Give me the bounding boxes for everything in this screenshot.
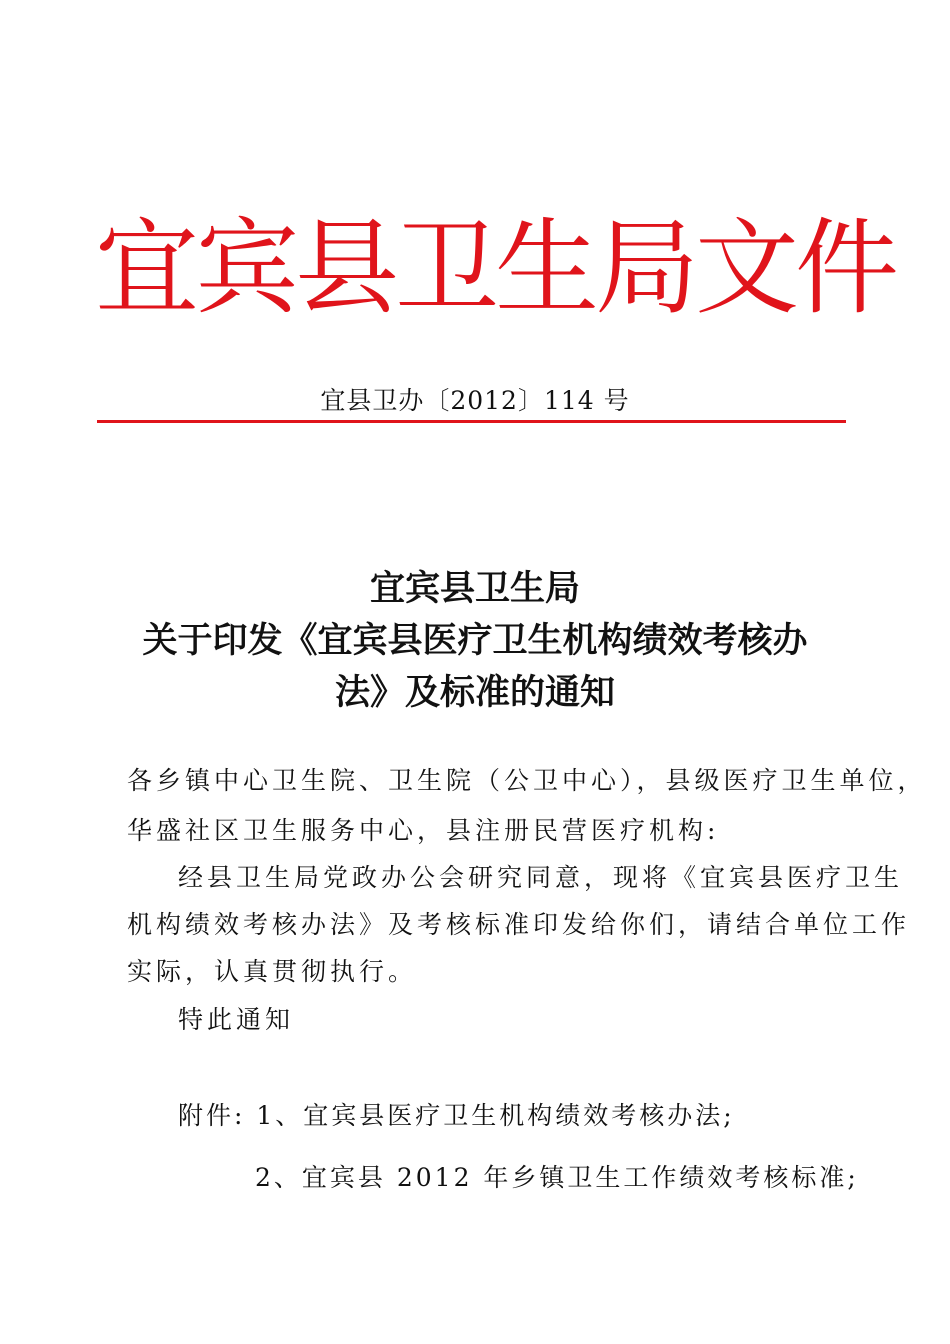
body-line-2: 机构绩效考核办法》及考核标准印发给你们，请结合单位工作 — [127, 910, 911, 939]
attachment-item-2: 2、宜宾县 2012 年乡镇卫生工作绩效考核标准; — [255, 1163, 859, 1192]
recipients-line-2: 华盛社区卫生服务中心，县注册民营医疗机构: — [127, 816, 720, 845]
title-line-1: 宜宾县卫生局 — [369, 568, 580, 609]
red-divider-line — [97, 420, 846, 423]
title-line-2: 关于印发《宜宾县医疗卫生机构绩效考核办 — [142, 620, 808, 661]
attachment-item-1: 附件: 1、宜宾县医疗卫生机构绩效考核办法; — [178, 1101, 735, 1130]
closing-text: 特此通知 — [178, 1005, 295, 1034]
document-masthead: 宜宾县卫生局文件 — [95, 207, 896, 329]
body-line-3: 实际，认真贯彻执行。 — [127, 957, 418, 986]
title-line-3: 法》及标准的通知 — [334, 672, 615, 713]
recipients-line-1: 各乡镇中心卫生院、卫生院（公卫中心），县级医疗卫生单位， — [127, 766, 927, 795]
body-line-1: 经县卫生局党政办公会研究同意，现将《宜宾县医疗卫生 — [178, 863, 904, 892]
document-number: 宜县卫办〔2012〕114 号 — [320, 386, 630, 415]
notice-title — [95, 563, 855, 719]
